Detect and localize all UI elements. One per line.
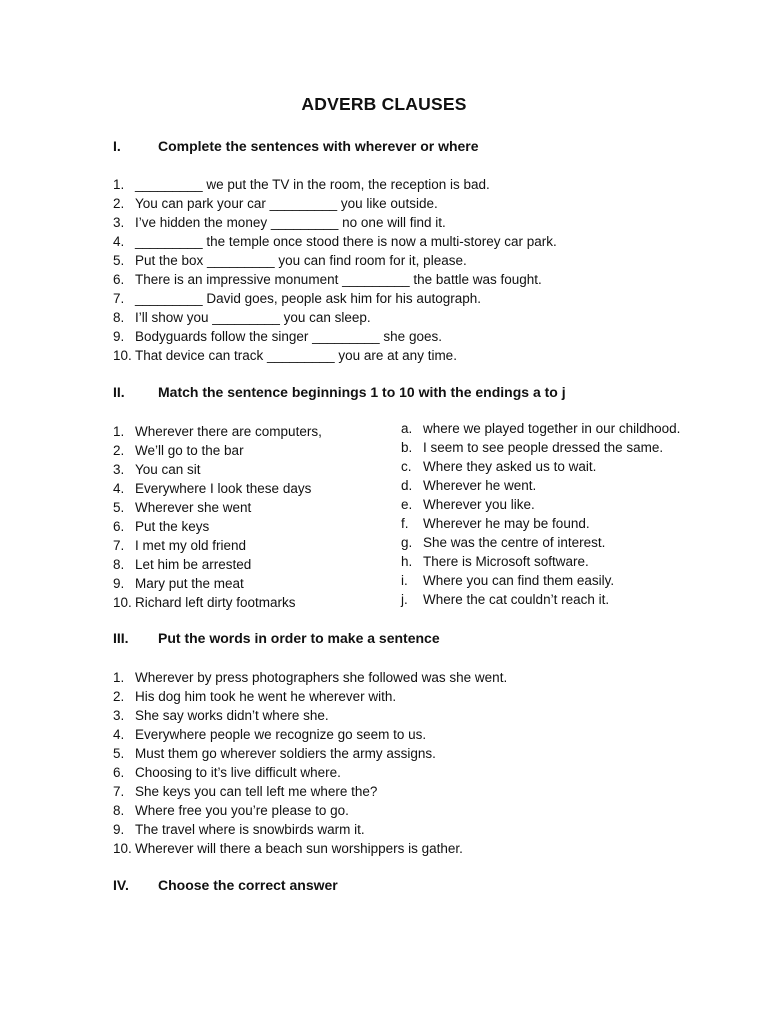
item-number: 8. <box>113 803 125 818</box>
item-number: 1. <box>113 424 125 439</box>
item-text: We’ll go to the bar <box>135 443 244 458</box>
item-text: Wherever she went <box>135 500 252 515</box>
item-text: Wherever you like. <box>423 497 535 512</box>
item-number: 10. <box>113 595 132 610</box>
item-text: Must them go wherever soldiers the army assigns. <box>135 746 436 761</box>
item-number: 1. <box>113 177 125 192</box>
item-number: 10. <box>113 348 132 363</box>
item-number: 7. <box>113 538 125 553</box>
item-text: Wherever there are computers, <box>135 424 322 439</box>
item-number: 4. <box>113 727 125 742</box>
item-number: 9. <box>113 329 125 344</box>
list-item <box>113 593 322 612</box>
item-number: 10. <box>113 841 132 856</box>
item-text: Wherever he may be found. <box>423 516 590 531</box>
item-text: Richard left dirty footmarks <box>135 595 296 610</box>
section-3-list <box>113 668 507 858</box>
section-4-heading <box>113 877 338 893</box>
item-text: Everywhere I look these days <box>135 481 312 496</box>
section-2-endings <box>401 419 680 609</box>
item-number: 3. <box>113 708 125 723</box>
list-item <box>113 460 322 479</box>
section-3-title: Put the words in order to make a sentence <box>158 630 440 646</box>
item-number: 7. <box>113 291 125 306</box>
list-item <box>113 422 322 441</box>
item-number: 8. <box>113 557 125 572</box>
item-number: 2. <box>113 443 125 458</box>
item-number: 4. <box>113 481 125 496</box>
list-item <box>113 687 507 706</box>
item-text: where we played together in our childhood. <box>423 421 681 436</box>
list-item <box>401 514 680 533</box>
item-text: Wherever will there a beach sun worshippers is gather. <box>135 841 463 856</box>
item-text: The travel where is snowbirds warm it. <box>135 822 365 837</box>
item-text: I’ll show you _________ you can sleep. <box>135 310 371 325</box>
list-item <box>401 419 680 438</box>
section-1-heading <box>113 138 479 154</box>
list-item <box>113 536 322 555</box>
item-letter: c. <box>401 459 412 474</box>
list-item <box>113 232 557 251</box>
list-item <box>113 498 322 517</box>
section-1-title: Complete the sentences with wherever or where <box>158 138 479 154</box>
list-item <box>113 251 557 270</box>
list-item <box>113 194 557 213</box>
item-text: That device can track _________ you are at any time. <box>135 348 457 363</box>
item-number: 9. <box>113 822 125 837</box>
item-number: 5. <box>113 746 125 761</box>
list-item <box>401 533 680 552</box>
item-letter: a. <box>401 421 413 436</box>
section-1-numeral: I. <box>113 138 121 154</box>
list-item <box>113 517 322 536</box>
item-number: 6. <box>113 519 125 534</box>
section-2-numeral: II. <box>113 384 125 400</box>
item-letter: g. <box>401 535 413 550</box>
item-text: There is Microsoft software. <box>423 554 589 569</box>
list-item <box>401 590 680 609</box>
list-item <box>113 346 557 365</box>
list-item <box>401 552 680 571</box>
list-item <box>401 495 680 514</box>
list-item <box>401 438 680 457</box>
item-number: 2. <box>113 196 125 211</box>
item-text: Put the box _________ you can find room for it, please. <box>135 253 467 268</box>
item-text: Wherever he went. <box>423 478 537 493</box>
item-number: 6. <box>113 272 125 287</box>
list-item <box>401 476 680 495</box>
list-item <box>113 555 322 574</box>
item-text: I met my old friend <box>135 538 247 553</box>
item-letter: j. <box>401 592 408 607</box>
list-item <box>113 175 557 194</box>
list-item <box>113 782 507 801</box>
section-3-heading <box>113 630 440 646</box>
item-letter: d. <box>401 478 413 493</box>
item-number: 7. <box>113 784 125 799</box>
item-number: 5. <box>113 253 125 268</box>
item-text: _________ we put the TV in the room, the reception is bad. <box>135 177 490 192</box>
item-text: Mary put the meat <box>135 576 244 591</box>
item-text: Let him be arrested <box>135 557 252 572</box>
item-text: Bodyguards follow the singer _________ she goes. <box>135 329 442 344</box>
item-text: Choosing to it’s live difficult where. <box>135 765 341 780</box>
item-text: She was the centre of interest. <box>423 535 606 550</box>
list-item <box>113 668 507 687</box>
page-title: ADVERB CLAUSES <box>301 94 467 114</box>
item-text: I seem to see people dressed the same. <box>423 440 664 455</box>
item-text: There is an impressive monument _________ the battle was fought. <box>135 272 542 287</box>
section-1-list <box>113 175 557 365</box>
item-text: You can park your car _________ you like outside. <box>135 196 438 211</box>
section-4-numeral: IV. <box>113 877 129 893</box>
item-text: You can sit <box>135 462 201 477</box>
item-text: Where free you you’re please to go. <box>135 803 349 818</box>
item-text: Everywhere people we recognize go seem to us. <box>135 727 427 742</box>
item-text: Where they asked us to wait. <box>423 459 597 474</box>
item-number: 4. <box>113 234 125 249</box>
list-item <box>113 270 557 289</box>
item-text: Where the cat couldn’t reach it. <box>423 592 610 607</box>
item-letter: f. <box>401 516 409 531</box>
list-item <box>113 744 507 763</box>
list-item <box>113 706 507 725</box>
item-text: Put the keys <box>135 519 210 534</box>
list-item <box>113 574 322 593</box>
item-number: 5. <box>113 500 125 515</box>
item-text: Wherever by press photographers she followed was she went. <box>135 670 508 685</box>
list-item <box>113 763 507 782</box>
section-3-numeral: III. <box>113 630 129 646</box>
section-2-title: Match the sentence beginnings 1 to 10 with the endings a to j <box>158 384 566 400</box>
list-item <box>113 289 557 308</box>
list-item <box>113 839 507 858</box>
item-number: 2. <box>113 689 125 704</box>
item-text: I’ve hidden the money _________ no one will find it. <box>135 215 446 230</box>
list-item <box>113 820 507 839</box>
section-4-title: Choose the correct answer <box>158 877 338 893</box>
item-number: 3. <box>113 462 125 477</box>
section-2-heading <box>113 384 566 400</box>
item-text: _________ David goes, people ask him for his autograph. <box>135 291 481 306</box>
list-item <box>113 725 507 744</box>
list-item <box>401 457 680 476</box>
item-number: 3. <box>113 215 125 230</box>
item-number: 9. <box>113 576 125 591</box>
item-letter: e. <box>401 497 413 512</box>
item-text: Where you can find them easily. <box>423 573 615 588</box>
item-number: 6. <box>113 765 125 780</box>
list-item <box>113 479 322 498</box>
section-2-beginnings <box>113 422 322 612</box>
item-letter: h. <box>401 554 413 569</box>
list-item <box>401 571 680 590</box>
item-number: 1. <box>113 670 125 685</box>
list-item <box>113 213 557 232</box>
list-item <box>113 441 322 460</box>
item-text: _________ the temple once stood there is now a multi-storey car park. <box>135 234 557 249</box>
list-item <box>113 327 557 346</box>
item-text: She say works didn’t where she. <box>135 708 329 723</box>
item-text: She keys you can tell left me where the? <box>135 784 378 799</box>
item-letter: i. <box>401 573 408 588</box>
item-letter: b. <box>401 440 413 455</box>
item-text: His dog him took he went he wherever with. <box>135 689 397 704</box>
list-item <box>113 308 557 327</box>
list-item <box>113 801 507 820</box>
item-number: 8. <box>113 310 125 325</box>
